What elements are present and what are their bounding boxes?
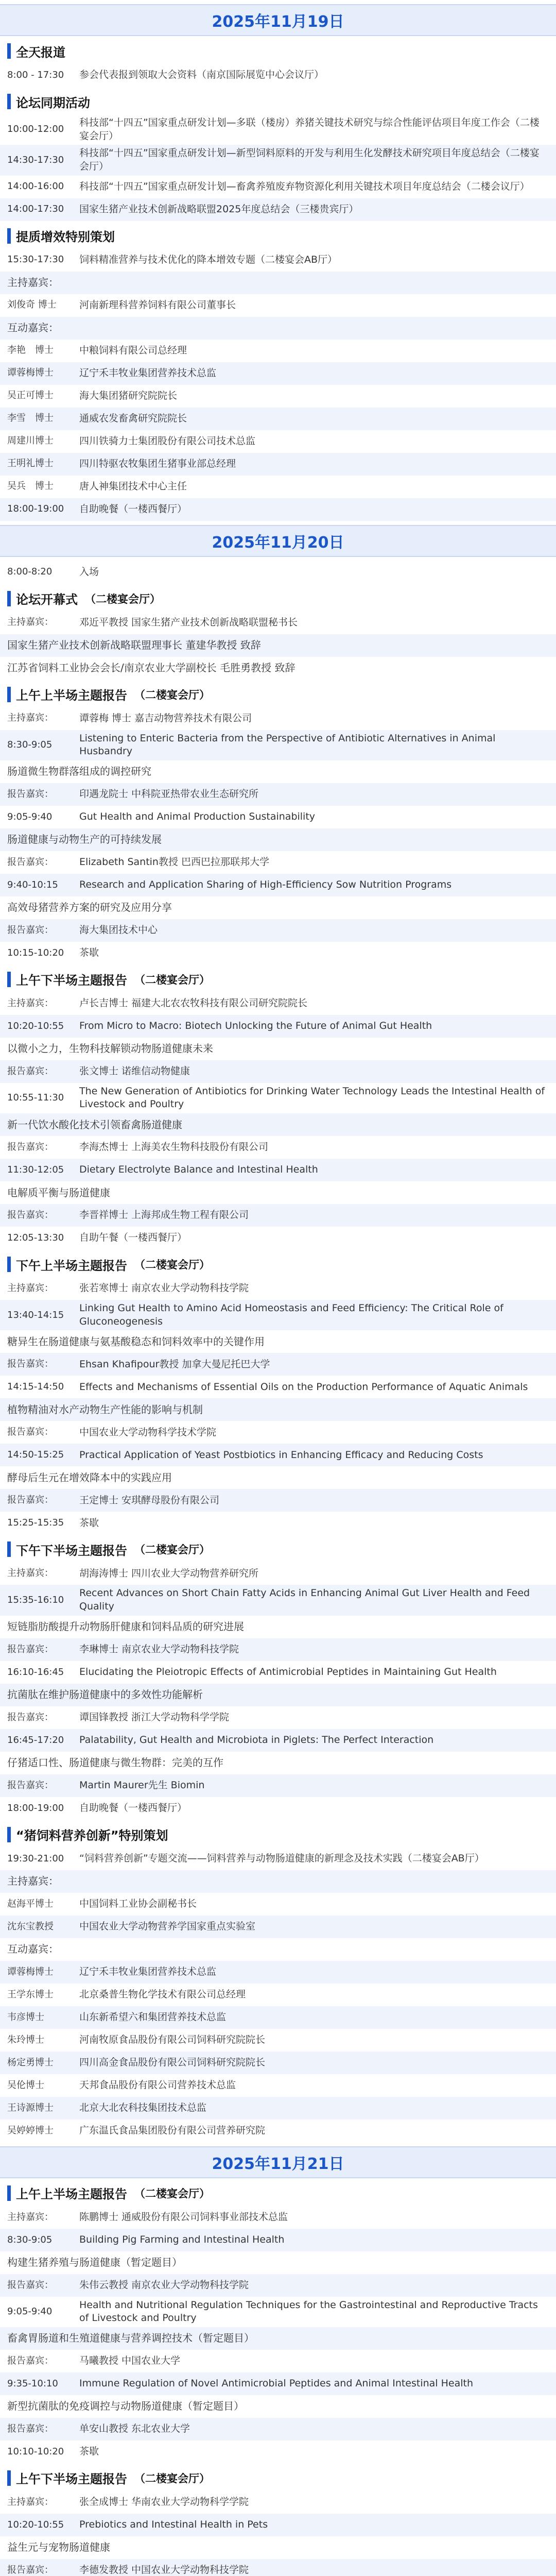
agenda-text: 张若寒博士 南京农业大学动物科技学院 xyxy=(79,1282,249,1294)
agenda-time: 李艳 博士 xyxy=(7,345,54,356)
agenda-line: 益生元与宠物肠道健康 xyxy=(7,2541,110,2554)
agenda-row xyxy=(0,730,556,760)
agenda-text: 天邦食品股份有限公司营养技术总监 xyxy=(79,2079,236,2091)
agenda-text: Elizabeth Santin教授 巴西巴拉那联邦大学 xyxy=(79,856,270,868)
agenda-text: Gut Health and Animal Production Sustainability xyxy=(79,811,316,823)
section-heading xyxy=(7,589,556,608)
section-marker xyxy=(7,228,11,244)
agenda-line: 新型抗菌肽的免疫调控与动物肠道健康（暂定题目） xyxy=(7,2400,244,2413)
agenda-row xyxy=(0,2418,556,2441)
agenda-line: 互动嘉宾： xyxy=(0,317,556,340)
agenda-row xyxy=(0,1300,556,1330)
section-marker xyxy=(7,591,11,606)
agenda-time: 18:00-19:00 xyxy=(7,1802,64,1814)
agenda-text: 马曦教授 中国农业大学 xyxy=(79,2355,181,2367)
section-venue: （二楼宴会厅） xyxy=(134,2472,210,2485)
agenda-time: 杨定勇博士 xyxy=(7,2057,54,2068)
agenda-time: 10:10-10:20 xyxy=(7,2446,64,2457)
agenda-text: 茶歇 xyxy=(79,2446,99,2458)
agenda-text: “饲料营养创新”专题交流——饲料营养与动物肠道健康的新理念及技术实践（二楼宴会AB厅） xyxy=(79,1852,484,1864)
agenda-time: 报告嘉宾： xyxy=(7,1209,54,1221)
agenda-line: 新一代饮水酸化技术引领畜禽肠道健康 xyxy=(0,1113,556,1136)
agenda-row xyxy=(0,2297,556,2327)
agenda-row xyxy=(0,2441,556,2463)
agenda-row xyxy=(0,612,556,634)
agenda-row xyxy=(0,806,556,828)
agenda-time: 报告嘉宾： xyxy=(7,1711,54,1723)
agenda-row xyxy=(0,942,556,964)
agenda-row xyxy=(0,2097,556,2120)
agenda-text: 北京桑普生物化学技术有限公司总经理 xyxy=(79,1988,246,2000)
section-marker xyxy=(7,2470,11,2486)
agenda-text: 饲料精准营养与技术优化的降本增效专题（二楼宴会AB厅） xyxy=(79,253,338,265)
agenda-text: Health and Nutritional Regulation Techniques for the Gastrointestinal and Reproductive Tracts of Livestock and Poultry xyxy=(79,2299,538,2324)
agenda-text: Ehsan Khafipour教授 加拿大曼尼托巴大学 xyxy=(79,1358,270,1370)
agenda-text: Research and Application Sharing of High-Efficiency Sow Nutrition Programs xyxy=(79,879,452,891)
agenda-text: 谭蓉梅 博士 嘉吉动物营养技术有限公司 xyxy=(79,712,252,724)
agenda-time: 14:00-16:00 xyxy=(7,181,64,192)
agenda-time: 19:30-21:00 xyxy=(7,1853,64,1864)
agenda-text: 河南牧原食品股份有限公司饲料研究院院长 xyxy=(79,2033,266,2045)
agenda-text: 谭国锋教授 浙江大学动物科学学院 xyxy=(79,1711,230,1723)
section-title: 上午下半场主题报告 xyxy=(16,973,127,988)
agenda-line: 江苏省饲料工业协会会长/南京农业大学副校长 毛胜勇教授 致辞 xyxy=(7,662,296,674)
agenda-time: 主持嘉宾： xyxy=(7,713,54,724)
section-title: 上午上半场主题报告 xyxy=(16,688,127,703)
agenda-text: 四川铁骑力士集团股份有限公司技术总监 xyxy=(79,435,256,447)
agenda-row xyxy=(0,1512,556,1534)
agenda-time: 报告嘉宾： xyxy=(7,856,54,868)
agenda-time: 16:10-16:45 xyxy=(7,1666,64,1677)
agenda-time: 16:45-17:20 xyxy=(7,1734,64,1745)
agenda-time: 15:35-16:10 xyxy=(7,1594,64,1605)
agenda-time: 王学东博士 xyxy=(7,1989,54,2000)
agenda-text: 海大集团猪研究院院长 xyxy=(79,389,178,401)
agenda-row xyxy=(0,1136,556,1159)
agenda-line: 肠道健康与动物生产的可持续发展 xyxy=(0,828,556,851)
agenda-row xyxy=(0,1638,556,1661)
agenda-time: 14:00-17:30 xyxy=(7,204,64,215)
agenda-row xyxy=(0,1916,556,1938)
agenda-text: 海大集团技术中心 xyxy=(79,924,158,936)
agenda-time: 刘俊奇 博士 xyxy=(7,299,57,311)
agenda-time: 沈东宝教授 xyxy=(7,1921,54,1932)
section-title: 全天报道 xyxy=(16,45,65,60)
agenda-text: Prebiotics and Intestinal Health in Pets xyxy=(79,2519,268,2531)
agenda-row xyxy=(0,2274,556,2297)
agenda-row xyxy=(0,874,556,896)
agenda-row xyxy=(0,1083,556,1113)
section-venue: （二楼宴会厅） xyxy=(134,1544,210,1556)
agenda-time: 李雪 博士 xyxy=(7,413,54,424)
agenda-time: 主持嘉宾： xyxy=(7,2211,54,2223)
agenda-row xyxy=(0,1015,556,1038)
agenda-time: 15:30-17:30 xyxy=(7,254,64,265)
agenda-time: 周建川博士 xyxy=(7,435,54,447)
agenda-time: 13:40-14:15 xyxy=(7,1309,64,1320)
agenda-line: 以微小之力，生物科技解锁动物肠道健康未来 xyxy=(7,1042,213,1055)
agenda-text: 北京大北农科技集团技术总监 xyxy=(79,2102,207,2113)
agenda-text: Martin Maurer先生 Biomin xyxy=(79,1779,205,1791)
agenda-line: 植物精油对水产动物生产性能的影响与机制 xyxy=(0,1398,556,1421)
agenda-row xyxy=(0,2229,556,2251)
agenda-text: 张全成博士 华南农业大学动物科学学院 xyxy=(79,2496,249,2508)
section-heading xyxy=(7,226,556,246)
agenda-row xyxy=(0,1444,556,1466)
agenda-row xyxy=(0,1848,556,1870)
agenda-time: 报告嘉宾： xyxy=(7,1643,54,1655)
agenda-row xyxy=(0,2491,556,2514)
date-banner: 2025年11月20日 xyxy=(0,525,556,557)
section-title: 论坛同期活动 xyxy=(16,95,90,110)
agenda-time: 谭蓉梅博士 xyxy=(7,1966,54,1977)
agenda-text: From Micro to Macro: Biotech Unlocking the Future of Animal Gut Health xyxy=(79,1020,432,1032)
agenda-line: 高效母猪营养方案的研究及应用分享 xyxy=(7,901,172,914)
agenda-time: 8:30-9:05 xyxy=(7,2234,53,2245)
agenda-row xyxy=(0,64,556,87)
agenda-text: 朱伟云教授 南京农业大学动物科技学院 xyxy=(79,2279,249,2291)
agenda-text: Palatability, Gut Health and Microbiota in Piglets: The Perfect Interaction xyxy=(79,1734,434,1745)
agenda-row xyxy=(0,114,556,145)
agenda-time: 报告嘉宾： xyxy=(7,1780,54,1791)
agenda-row xyxy=(0,2120,556,2142)
agenda-time: 14:50-15:25 xyxy=(7,1449,64,1461)
agenda-row xyxy=(0,1661,556,1684)
agenda-row xyxy=(0,1774,556,1797)
agenda-text: Elucidating the Pleiotropic Effects of Antimicrobial Peptides in Maintaining Gut Health xyxy=(79,1666,497,1677)
agenda-line: 互动嘉宾： xyxy=(7,1943,59,1956)
agenda-line: 构建生猪养殖与肠道健康（暂定题目） xyxy=(7,2256,182,2269)
agenda-row xyxy=(0,1159,556,1181)
agenda-text: 卢长吉博士 福建大北农农牧科技有限公司研究院院长 xyxy=(79,997,308,1009)
agenda-time: 12:05-13:30 xyxy=(7,1232,64,1243)
agenda-text: 李德发教授 中国农业大学动物科技学院 xyxy=(79,2564,249,2576)
agenda-text: 邓近平教授 国家生猪产业技术创新战略联盟秘书长 xyxy=(79,616,298,628)
agenda-text: 入场 xyxy=(79,566,99,578)
agenda-text: Building Pig Farming and Intestinal Health xyxy=(79,2233,285,2245)
agenda-row xyxy=(0,145,556,175)
date-banner: 2025年11月21日 xyxy=(0,2146,556,2178)
agenda-text: 自助晚餐（一楼西餐厅） xyxy=(79,503,187,515)
agenda-row xyxy=(0,476,556,498)
agenda-row xyxy=(0,1961,556,1984)
agenda-row xyxy=(0,1421,556,1444)
agenda-row xyxy=(0,1204,556,1227)
section-title: 提质增效特别策划 xyxy=(16,230,115,245)
agenda-time: 9:40-10:15 xyxy=(7,879,58,890)
section-title: 上午上半场主题报告 xyxy=(16,2187,127,2202)
agenda-text: 唐人神集团技术中心主任 xyxy=(79,480,187,492)
agenda-time: 王诗源博士 xyxy=(7,2102,54,2113)
agenda-row xyxy=(0,198,556,221)
agenda-row xyxy=(0,1489,556,1512)
agenda-row xyxy=(0,453,556,476)
agenda-row xyxy=(0,1984,556,2006)
agenda-text: 辽宁禾丰牧业集团营养技术总监 xyxy=(79,1965,217,1977)
section-venue: （二楼宴会厅） xyxy=(134,973,210,986)
agenda-row xyxy=(0,2206,556,2229)
agenda-text: 参会代表报到领取大会资料（南京国际展览中心会议厅） xyxy=(79,69,324,81)
agenda-text: 胡海涛博士 四川农业大学动物营养研究所 xyxy=(79,1567,259,1579)
agenda-time: 10:55-11:30 xyxy=(7,1092,64,1104)
agenda-text: Practical Application of Yeast Postbiotics in Enhancing Efficacy and Reducing Costs xyxy=(79,1449,483,1461)
agenda-time: 报告嘉宾： xyxy=(7,2564,54,2575)
agenda-line: 酵母后生元在增效降本中的实践应用 xyxy=(7,1471,172,1484)
agenda-row xyxy=(0,1893,556,1916)
section-venue: （二楼宴会厅） xyxy=(134,1259,210,1272)
agenda-text: 自助午餐（一楼西餐厅） xyxy=(79,1232,187,1244)
agenda-text: 通威农发畜禽研究院院长 xyxy=(79,412,187,424)
agenda-row xyxy=(0,2350,556,2372)
section-heading xyxy=(7,1255,556,1274)
agenda-text: 中国农业大学动物营养学国家重点实验室 xyxy=(79,1920,256,1932)
agenda-time: 9:35-10:10 xyxy=(7,2378,58,2389)
agenda-time: 主持嘉宾： xyxy=(7,1568,54,1579)
agenda-text: 茶歇 xyxy=(79,1517,99,1529)
agenda-text: 茶歇 xyxy=(79,947,99,959)
agenda-time: 10:00-12:00 xyxy=(7,124,64,135)
agenda-time: 王明礼博士 xyxy=(7,458,54,469)
agenda-time: 10:15-10:20 xyxy=(7,947,64,958)
section-marker xyxy=(7,94,11,109)
agenda-line: 抗菌肽在维护肠道健康中的多效性功能解析 xyxy=(0,1684,556,1706)
agenda-time: 吴伦博士 xyxy=(7,2079,44,2091)
agenda-time: 主持嘉宾： xyxy=(7,1282,54,1294)
agenda-time: 主持嘉宾： xyxy=(7,997,54,1009)
agenda-time: 14:30-17:30 xyxy=(7,154,64,165)
agenda-text: 山东新希望六和集团营养技术总监 xyxy=(79,2011,227,2023)
agenda-time: 14:15-14:50 xyxy=(7,1381,64,1393)
agenda-row xyxy=(0,783,556,806)
section-heading xyxy=(7,1825,556,1844)
agenda-time: 朱玲博士 xyxy=(7,2034,44,2045)
agenda-text: Dietary Electrolyte Balance and Intestinal Health xyxy=(79,1164,318,1176)
section-title: 下午下半场主题报告 xyxy=(16,1543,127,1558)
agenda-text: The New Generation of Antibiotics for Drinking Water Technology Leads the Intestinal Health of Livestock and Poultry xyxy=(79,1085,545,1110)
agenda-line: 短链脂肪酸提升动物肠肝健康和饲料品质的研究进展 xyxy=(7,1620,244,1633)
agenda-time: 吴兵 博士 xyxy=(7,481,54,492)
agenda-text: 李海杰博士 上海美农生物科技股份有限公司 xyxy=(79,1141,269,1153)
agenda-text: 四川高金食品股份有限公司饲料研究院院长 xyxy=(79,2056,266,2068)
agenda-text: 单安山教授 东北农业大学 xyxy=(79,2423,190,2435)
agenda-row xyxy=(0,1797,556,1820)
agenda-time: 18:00-19:00 xyxy=(7,503,64,515)
agenda-text: 张文博士 诺维信动物健康 xyxy=(79,1065,190,1077)
agenda-row xyxy=(0,919,556,942)
section-marker xyxy=(7,1827,11,1842)
agenda-text: 中国饲料工业协会副秘书长 xyxy=(79,1897,197,1909)
section-title: “猪饲料营养创新”特别策划 xyxy=(16,1828,168,1843)
agenda-time: 8:00-8:20 xyxy=(7,566,53,578)
section-title: 论坛开幕式 xyxy=(16,592,78,607)
section-heading xyxy=(7,685,556,704)
section-heading xyxy=(7,92,556,111)
agenda-time: 赵海平博士 xyxy=(7,1898,54,1909)
agenda-text: Immune Regulation of Novel Antimicrobial Peptides and Animal Intestinal Health xyxy=(79,2378,474,2389)
agenda-row xyxy=(0,2074,556,2097)
agenda-row xyxy=(0,707,556,730)
agenda-text: 科技部“十四五”国家重点研发计划—新型饲料原料的开发与利用生化发酵技术研究项目年度总结会（二楼宴会厅） xyxy=(79,147,540,172)
agenda-row xyxy=(0,2514,556,2536)
agenda-line: 仔猪适口性、肠道健康与微生物群：完美的互作 xyxy=(7,1756,223,1769)
agenda-text: Recent Advances on Short Chain Fatty Acids in Enhancing Animal Gut Liver Health and Feed Quality xyxy=(79,1587,530,1613)
agenda-text: 印遇龙院士 中科院亚热带农业生态研究所 xyxy=(79,788,259,800)
agenda-text: 自助晚餐（一楼西餐厅） xyxy=(79,1802,187,1814)
agenda-row xyxy=(0,2559,556,2576)
section-marker xyxy=(7,1541,11,1557)
agenda-row xyxy=(0,2372,556,2395)
agenda-time: 谭蓉梅博士 xyxy=(7,367,54,379)
agenda-row xyxy=(0,385,556,408)
section-marker xyxy=(7,2185,11,2201)
agenda-time: 报告嘉宾： xyxy=(7,1359,54,1370)
section-title: 上午下半场主题报告 xyxy=(16,2472,127,2487)
agenda-time: 报告嘉宾： xyxy=(7,1065,54,1077)
agenda-row xyxy=(0,1227,556,1249)
agenda-row xyxy=(0,561,556,584)
agenda-time: 11:30-12:05 xyxy=(7,1164,64,1175)
agenda-time: 吴正可博士 xyxy=(7,390,54,401)
agenda-row xyxy=(0,1353,556,1376)
agenda-time: 10:20-10:55 xyxy=(7,1020,64,1031)
agenda-text: 四川特驱农牧集团生猪事业部总经理 xyxy=(79,457,236,469)
agenda-time: 韦彦博士 xyxy=(7,2011,44,2023)
section-marker xyxy=(7,687,11,702)
agenda-time: 8:30-9:05 xyxy=(7,739,53,751)
section-venue: （二楼宴会厅） xyxy=(134,2187,210,2200)
agenda-time: 吴婷婷博士 xyxy=(7,2125,54,2136)
agenda-row xyxy=(0,2052,556,2074)
section-marker xyxy=(7,43,11,59)
agenda-time: 报告嘉宾： xyxy=(7,1427,54,1438)
agenda-time: 8:00 - 17:30 xyxy=(7,69,64,80)
section-heading xyxy=(7,970,556,989)
agenda-time: 报告嘉宾： xyxy=(7,2355,54,2366)
section-heading xyxy=(7,41,556,61)
agenda-time: 主持嘉宾： xyxy=(7,2496,54,2507)
agenda-text: 中粮饲料有限公司总经理 xyxy=(79,344,187,356)
agenda-row xyxy=(0,1729,556,1752)
agenda-line: 国家生猪产业技术创新战略联盟理事长 董建华教授 致辞 xyxy=(0,634,556,657)
agenda-row xyxy=(0,498,556,521)
agenda-text: 李晋祥博士 上海邦成生物工程有限公司 xyxy=(79,1209,249,1221)
agenda-text: Effects and Mechanisms of Essential Oils on the Production Performance of Aquatic Animals xyxy=(79,1381,528,1393)
agenda-row xyxy=(0,1585,556,1615)
section-heading xyxy=(7,2468,556,2488)
agenda-row xyxy=(0,340,556,362)
agenda-text: 科技部“十四五”国家重点研发计划—多联（楼房）养猪关键技术研究与综合性能评估项目年度工作会（二楼宴会厅） xyxy=(79,117,540,142)
agenda-time: 10:20-10:55 xyxy=(7,2519,64,2530)
agenda-text: 科技部“十四五”国家重点研发计划—畜禽养殖废弃物资源化利用关键技术项目年度总结会（二楼会议厅） xyxy=(79,180,530,192)
section-venue: （二楼宴会厅） xyxy=(85,592,161,605)
agenda-row xyxy=(0,1277,556,1300)
agenda-row xyxy=(0,362,556,385)
agenda-row xyxy=(0,176,556,198)
section-title: 下午上半场主题报告 xyxy=(16,1258,127,1273)
agenda-line: 主持嘉宾： xyxy=(0,272,556,294)
agenda-time: 9:05-9:40 xyxy=(7,811,53,822)
agenda-text: 王定博士 安琪酵母股份有限公司 xyxy=(79,1494,220,1506)
agenda-time: 报告嘉宾： xyxy=(7,1141,54,1153)
section-marker xyxy=(7,1257,11,1272)
agenda-row xyxy=(0,992,556,1015)
agenda-line: 主持嘉宾： xyxy=(0,1870,556,1893)
agenda-row xyxy=(0,408,556,430)
agenda-text: 国家生猪产业技术创新战略联盟2025年度总结会（三楼贵宾厅） xyxy=(79,203,359,215)
agenda-line: 电解质平衡与肠道健康 xyxy=(7,1186,110,1199)
agenda-row xyxy=(0,1376,556,1398)
agenda-text: Linking Gut Health to Amino Acid Homeostasis and Feed Efficiency: The Critical Role of Gluconeogenesis xyxy=(79,1302,503,1327)
agenda-text: 广东温氏食品集团股份有限公司营养研究院 xyxy=(79,2124,266,2136)
agenda-time: 报告嘉宾： xyxy=(7,2423,54,2434)
agenda-time: 主持嘉宾： xyxy=(7,617,54,628)
agenda-row xyxy=(0,2029,556,2052)
section-heading xyxy=(7,1539,556,1559)
section-marker xyxy=(7,972,11,987)
agenda-row xyxy=(0,1706,556,1729)
agenda-text: 李琳博士 南京农业大学动物科技学院 xyxy=(79,1643,239,1655)
agenda-row xyxy=(0,294,556,317)
agenda-time: 报告嘉宾： xyxy=(7,924,54,936)
agenda-text: 中国农业大学动物科学技术学院 xyxy=(79,1426,217,1438)
agenda-row xyxy=(0,2006,556,2029)
agenda-line: 糖异生在肠道健康与氨基酸稳态和饲料效率中的关键作用 xyxy=(7,1335,265,1348)
agenda-time: 报告嘉宾： xyxy=(7,1495,54,1506)
agenda-line: 畜禽胃肠道和生殖道健康与营养调控技术（暂定题目） xyxy=(0,2327,556,2350)
section-heading xyxy=(7,2183,556,2203)
agenda-line: 肠道微生物群落组成的调控研究 xyxy=(7,765,151,778)
agenda-row xyxy=(0,1060,556,1083)
agenda-row xyxy=(0,851,556,874)
agenda-text: 陈鹏博士 通威股份有限公司饲料事业部技术总监 xyxy=(79,2211,288,2223)
section-venue: （二楼宴会厅） xyxy=(134,688,210,701)
agenda-time: 报告嘉宾： xyxy=(7,788,54,800)
date-banner: 2025年11月19日 xyxy=(0,4,556,36)
agenda-text: Listening to Enteric Bacteria from the Perspective of Antibiotic Alternatives in Animal Husbandry xyxy=(79,732,496,757)
agenda-row xyxy=(0,430,556,453)
agenda-time: 15:25-15:35 xyxy=(7,1517,64,1529)
agenda-text: 河南新理科营养饲料有限公司董事长 xyxy=(79,299,236,311)
agenda-time: 报告嘉宾： xyxy=(7,2279,54,2291)
agenda-row xyxy=(0,1562,556,1585)
agenda-time: 9:05-9:40 xyxy=(7,2306,53,2317)
agenda-text: 辽宁禾丰牧业集团营养技术总监 xyxy=(79,367,217,379)
agenda-row xyxy=(0,249,556,272)
